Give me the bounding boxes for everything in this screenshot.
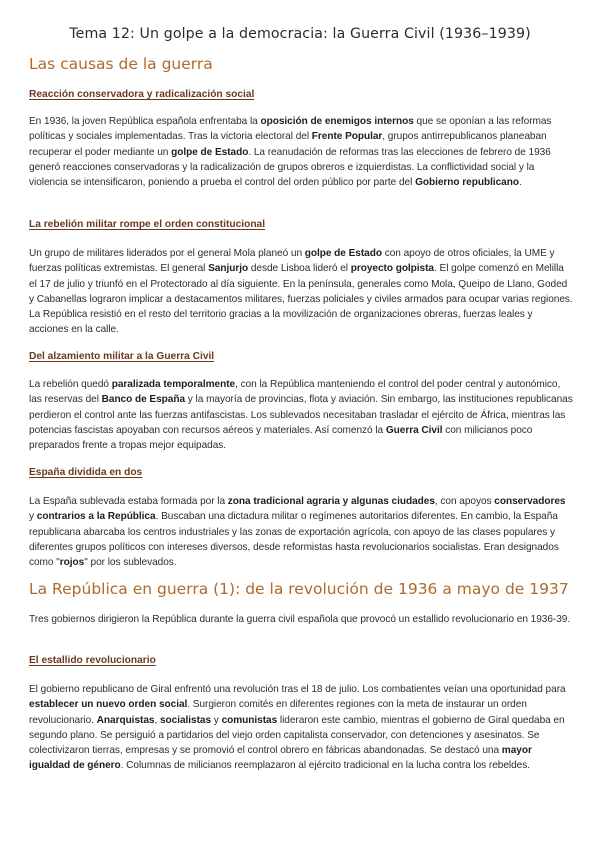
paragraph-espana-dividida: La España sublevada estaba formada por la zona tradicional agraria y algunas ciudades, con apoyos conservadores y contrarios a la República. Buscaban una dictadura militar o regímenes autoritarios diferentes. En cambio, la España republicana abarcaba los centros industriales y las zonas de exportación agrícola, con apoyo de las clases populares y diferentes grupos políticos con intereses diversos, desde reformistas hasta revolucionarios socialistas. Eran designados como "rojos" por los sublevados. <box>29 496 566 569</box>
paragraph-rebelion-militar: Un grupo de militares liderados por el general Mola planeó un golpe de Estado con apoyo de otros oficiales, la UME y fuerzas políticas extremistas. El general Sanjurjo desde Lisboa lideró el proyecto golpista. El golpe comenzó en Melilla el 17 de julio y triunfó en el Protectorado al día siguiente. En la península, generales como Mola, Queipo de Llano, Goded y Cabanellas lograron implicar a destacamentos militares, fuerzas policiales y civiles armados para ocupar varias regiones. La República resistió en el resto del territorio gracias a la movilización de organizaciones obreras, fuerzas leales y acciones en la calle. <box>29 248 573 336</box>
paragraph-tres-gobiernos: Tres gobiernos dirigieron la República durante la guerra civil española que provocó un estallido revolucionario en 1936-39. <box>29 614 571 625</box>
section-heading-republica-guerra: La República en guerra (1): de la revolución de 1936 a mayo de 1937 <box>29 580 569 598</box>
document-title: Tema 12: Un golpe a la democracia: la Guerra Civil (1936–1939) <box>69 26 531 42</box>
section-heading-causas: Las causas de la guerra <box>29 55 213 73</box>
subheading-espana-dividida: España dividida en dos <box>29 467 143 478</box>
subheading-estallido-revolucionario: El estallido revolucionario <box>29 655 156 666</box>
paragraph-alzamiento-guerra: La rebelión quedó paralizada temporalmente, con la República manteniendo el control del poder central y autonómico, las reservas del Banco de España y la mayoría de provincias, flota y aviación. Sin embargo, las instituciones republicanas perdieron el control ante las fuerzas antifascistas. Los sublevados necesitaban trasladar el ejército de África, mientras las potencias fascistas apoyaban con recursos aéreos y materiales. Así comenzó la Guerra Civil con milicianos poco preparados frente a tropas mejor equipadas. <box>29 379 573 452</box>
paragraph-estallido-revolucionario: El gobierno republicano de Giral enfrentó una revolución tras el 18 de julio. Los combatientes veían una oportunidad para establecer un nuevo orden social. Surgieron comités en diferentes regiones con la meta de instaurar un orden revolucionario. Anarquistas, socialistas y comunistas lideraron este cambio, mientras el gobierno de Giral quedaba en segundo plano. Se persiguió a partidarios del viejo orden capitalista conservador, con detenciones y asesinatos. Se colectivizaron tierras, empresas y se promovió el control obrero en fábricas abandonadas. Se destacó una mayor igualdad de género. Columnas de milicianos reemplazaron al ejército tradicional en la lucha contra los rebeldes. <box>29 684 566 772</box>
subheading-reaccion-conservadora: Reacción conservadora y radicalización social <box>29 89 255 100</box>
paragraph-reaccion-conservadora: En 1936, la joven República española enfrentaba la oposición de enemigos internos que se oponían a las reformas políticas y sociales implementadas. Tras la victoria electoral del Frente Popular, grupos antirrepublicanos planeaban recuperar el poder mediante un golpe de Estado. La reanudación de reformas tras las elecciones de febrero de 1936 generó reacciones conservadoras y la radicalización de grupos obreros e izquierdistas. La conflictividad social y la violencia se intensificaron, poniendo a prueba el control del orden público por parte del Gobierno republicano. <box>29 116 552 189</box>
subheading-alzamiento-guerra: Del alzamiento militar a la Guerra Civil <box>29 351 215 362</box>
subheading-rebelion-militar: La rebelión militar rompe el orden constitucional <box>29 219 266 230</box>
